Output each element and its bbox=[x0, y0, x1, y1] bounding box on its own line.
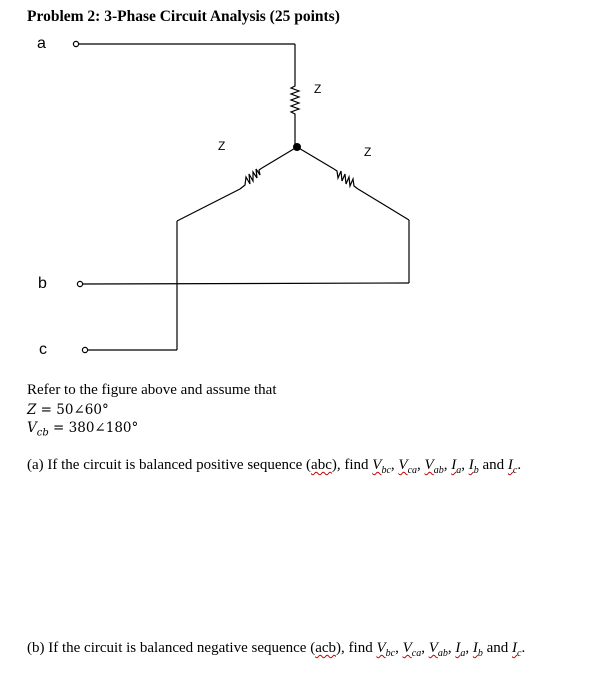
question-a-item: $V_{bc}$ bbox=[372, 457, 391, 476]
question-a bbox=[27, 457, 521, 476]
question-b-item: $V_{bc}$ bbox=[376, 640, 396, 659]
impedance-label-right: Z bbox=[364, 145, 372, 159]
question-b-item: $I_b$ bbox=[472, 640, 483, 659]
impedance-label-left: Z bbox=[218, 139, 226, 153]
voltage-value: = 380∠180° bbox=[48, 420, 139, 436]
impedance-symbol: Z bbox=[27, 402, 37, 418]
separator: , bbox=[443, 457, 452, 473]
terminal-a-node bbox=[73, 41, 78, 46]
voltage-symbol: V bbox=[27, 420, 37, 436]
question-a-sequence: abc bbox=[311, 457, 332, 473]
separator: , bbox=[421, 640, 429, 656]
impedance-given bbox=[27, 402, 109, 418]
question-b-mid: ), find bbox=[336, 640, 377, 656]
question-a-item: $I_b$ bbox=[468, 457, 479, 476]
question-a-mid: ), find bbox=[331, 457, 373, 473]
impedance-label-top: Z bbox=[314, 82, 322, 96]
voltage-given bbox=[27, 420, 138, 439]
separator: , bbox=[395, 640, 403, 656]
separator: , bbox=[447, 640, 456, 656]
separator: , bbox=[461, 457, 469, 473]
wire-left-lower bbox=[177, 189, 240, 221]
separator: , bbox=[417, 457, 425, 473]
intro-text: Refer to the figure above and assume that bbox=[27, 382, 277, 398]
wire-left-upper bbox=[262, 147, 297, 168]
wire-b bbox=[83, 283, 409, 284]
question-b-item: $I_a$ bbox=[455, 640, 466, 659]
separator: , bbox=[465, 640, 473, 656]
question-b-end: . bbox=[521, 640, 526, 656]
terminal-a-label: a bbox=[37, 35, 46, 52]
wire-right-lower bbox=[358, 189, 409, 220]
terminal-b-node bbox=[77, 281, 82, 286]
question-b-item: $V_{ab}$ bbox=[428, 640, 448, 659]
terminal-b-label: b bbox=[38, 275, 47, 292]
question-a-prefix: (a) If the circuit is balanced positive sequence ( bbox=[27, 457, 312, 473]
question-b-and: and bbox=[482, 640, 513, 656]
question-b-sequence: acb bbox=[315, 640, 337, 656]
neutral-node bbox=[293, 143, 301, 151]
question-b-item: $V_{ca}$ bbox=[402, 640, 422, 659]
wire-right-upper bbox=[297, 147, 334, 169]
question-b-item: $I_c$ bbox=[512, 640, 522, 659]
impedance-value: = 50∠60° bbox=[36, 402, 109, 418]
question-a-and: and bbox=[478, 457, 508, 473]
resistor-left bbox=[240, 168, 262, 189]
separator: , bbox=[390, 457, 399, 473]
terminal-c-label: c bbox=[39, 341, 47, 358]
resistor-top bbox=[291, 80, 299, 147]
question-a-item: $I_a$ bbox=[451, 457, 462, 476]
problem-title: Problem 2: 3-Phase Circuit Analysis (25 points) bbox=[27, 8, 340, 25]
resistor-right bbox=[334, 169, 358, 189]
terminal-c-node bbox=[82, 347, 87, 352]
question-a-item: $I_c$ bbox=[507, 457, 518, 476]
question-b bbox=[27, 640, 525, 659]
question-a-item: $V_{ab}$ bbox=[424, 457, 444, 476]
voltage-subscript: cb bbox=[36, 427, 49, 439]
question-b-prefix: (b) If the circuit is balanced negative sequence ( bbox=[27, 640, 316, 656]
question-a-end: . bbox=[517, 457, 522, 473]
question-a-item: $V_{ca}$ bbox=[398, 457, 418, 476]
